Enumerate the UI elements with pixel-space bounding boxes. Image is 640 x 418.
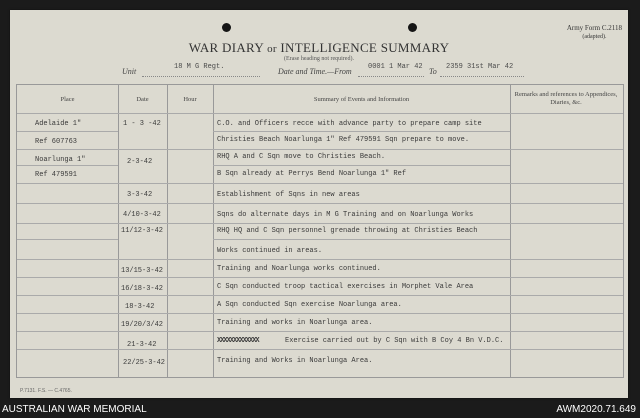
- row-rule: [17, 259, 623, 260]
- column-header-summary: Summary of Events and Information: [313, 95, 410, 103]
- unit-value: 18 M G Regt.: [174, 63, 225, 71]
- diary-table: [16, 84, 624, 378]
- column-divider: [118, 85, 119, 377]
- diary-sheet: [10, 10, 628, 398]
- row-date: 21-3-42: [127, 341, 157, 349]
- column-header-date: Date: [136, 95, 149, 103]
- row-summary: Christies Beach Noarlunga 1" Ref 479591 Sqn prepare to move.: [217, 136, 470, 144]
- title-subnote: (Erase heading not required).: [284, 56, 354, 62]
- to-line: [440, 76, 524, 77]
- row-date: 3-3-42: [127, 191, 153, 199]
- row-rule: [17, 149, 623, 150]
- column-header-place: Place: [60, 95, 75, 103]
- row-rule: [17, 165, 118, 166]
- row-rule: [17, 349, 623, 350]
- row-date: 4/10-3-42: [123, 211, 161, 219]
- row-rule: [17, 277, 623, 278]
- header-rule: [17, 113, 623, 114]
- row-place: Ref 479591: [35, 171, 78, 179]
- row-rule: [17, 183, 623, 184]
- row-rule: [17, 331, 623, 332]
- column-header-remarks: Remarks and references to Appendices, Diaries, &c.: [514, 91, 618, 106]
- column-divider: [213, 85, 214, 377]
- to-value: 2359 31st Mar 42: [446, 63, 514, 71]
- row-summary: B Sqn already at Perrys Bend Noarlunga 1" Ref: [217, 170, 407, 178]
- row-summary: Training and Noarlunga works continued.: [217, 265, 381, 273]
- row-date: 22/25-3-42: [123, 359, 166, 367]
- date-time-label: Date and Time.—From: [278, 67, 352, 76]
- row-rule: [17, 203, 623, 204]
- row-rule: [17, 223, 623, 224]
- row-summary: Training and works in Noarlunga area.: [217, 319, 373, 327]
- row-summary: Exercise carried out by C Sqn with B Coy 4 Bn V.D.C.: [285, 337, 504, 345]
- print-code: P.7131. F.S. — C.4765.: [20, 388, 72, 394]
- unit-line: [142, 76, 260, 77]
- column-divider: [167, 85, 168, 377]
- row-summary: C.O. and Officers recce with advance party to prepare camp site: [217, 120, 482, 128]
- row-rule: [17, 295, 623, 296]
- row-summary-struck: XXXXXXXXXXXXX: [217, 337, 259, 345]
- row-date: 2-3-42: [127, 158, 153, 166]
- row-date: 16/18-3-42: [121, 285, 164, 293]
- row-rule: [213, 165, 510, 166]
- row-summary: Establishment of Sqns in new areas: [217, 191, 360, 199]
- column-divider: [510, 85, 511, 377]
- form-number: Army Form C.2118 (adapted).: [566, 24, 622, 40]
- row-rule: [17, 131, 118, 132]
- to-label: To: [429, 67, 437, 76]
- punch-hole-right: [408, 23, 417, 32]
- row-date: 13/15-3-42: [121, 267, 164, 275]
- from-value: 0001 1 Mar 42: [368, 63, 423, 71]
- row-summary: Training and Works in Noarlunga Area.: [217, 357, 373, 365]
- row-summary: A Sqn conducted Sqn exercise Noarlunga area.: [217, 301, 402, 309]
- row-summary: Works continued in areas.: [217, 247, 323, 255]
- row-summary: RHQ A and C Sqn move to Christies Beach.: [217, 153, 386, 161]
- row-summary: C Sqn conducted troop tactical exercises in Morphet Vale Area: [217, 283, 474, 291]
- row-rule: [213, 131, 510, 132]
- row-rule: [17, 313, 623, 314]
- footer-institution: AUSTRALIAN WAR MEMORIAL: [2, 404, 147, 415]
- row-date: 1 - 3 -42: [123, 120, 161, 128]
- row-date: 19/20/3/42: [121, 321, 164, 329]
- unit-label: Unit: [122, 67, 137, 76]
- from-line: [358, 76, 424, 77]
- row-place: Noarlunga 1": [35, 156, 86, 164]
- footer-accession-number: AWM2020.71.649: [556, 404, 636, 415]
- row-summary: RHQ HQ and C Sqn personnel grenade throwing at Christies Beach: [217, 227, 478, 235]
- row-date: 18-3-42: [125, 303, 155, 311]
- row-rule: [213, 239, 510, 240]
- row-rule: [17, 239, 118, 240]
- page-title: WAR DIARY or INTELLIGENCE SUMMARY: [188, 40, 450, 55]
- row-summary: Sqns do alternate days in M G Training and on Noarlunga Works: [217, 211, 474, 219]
- row-date: 11/12-3-42: [121, 227, 164, 235]
- row-place: Ref 607763: [35, 138, 78, 146]
- column-header-hour: Hour: [183, 95, 197, 103]
- punch-hole-left: [222, 23, 231, 32]
- row-place: Adelaide 1": [35, 120, 82, 128]
